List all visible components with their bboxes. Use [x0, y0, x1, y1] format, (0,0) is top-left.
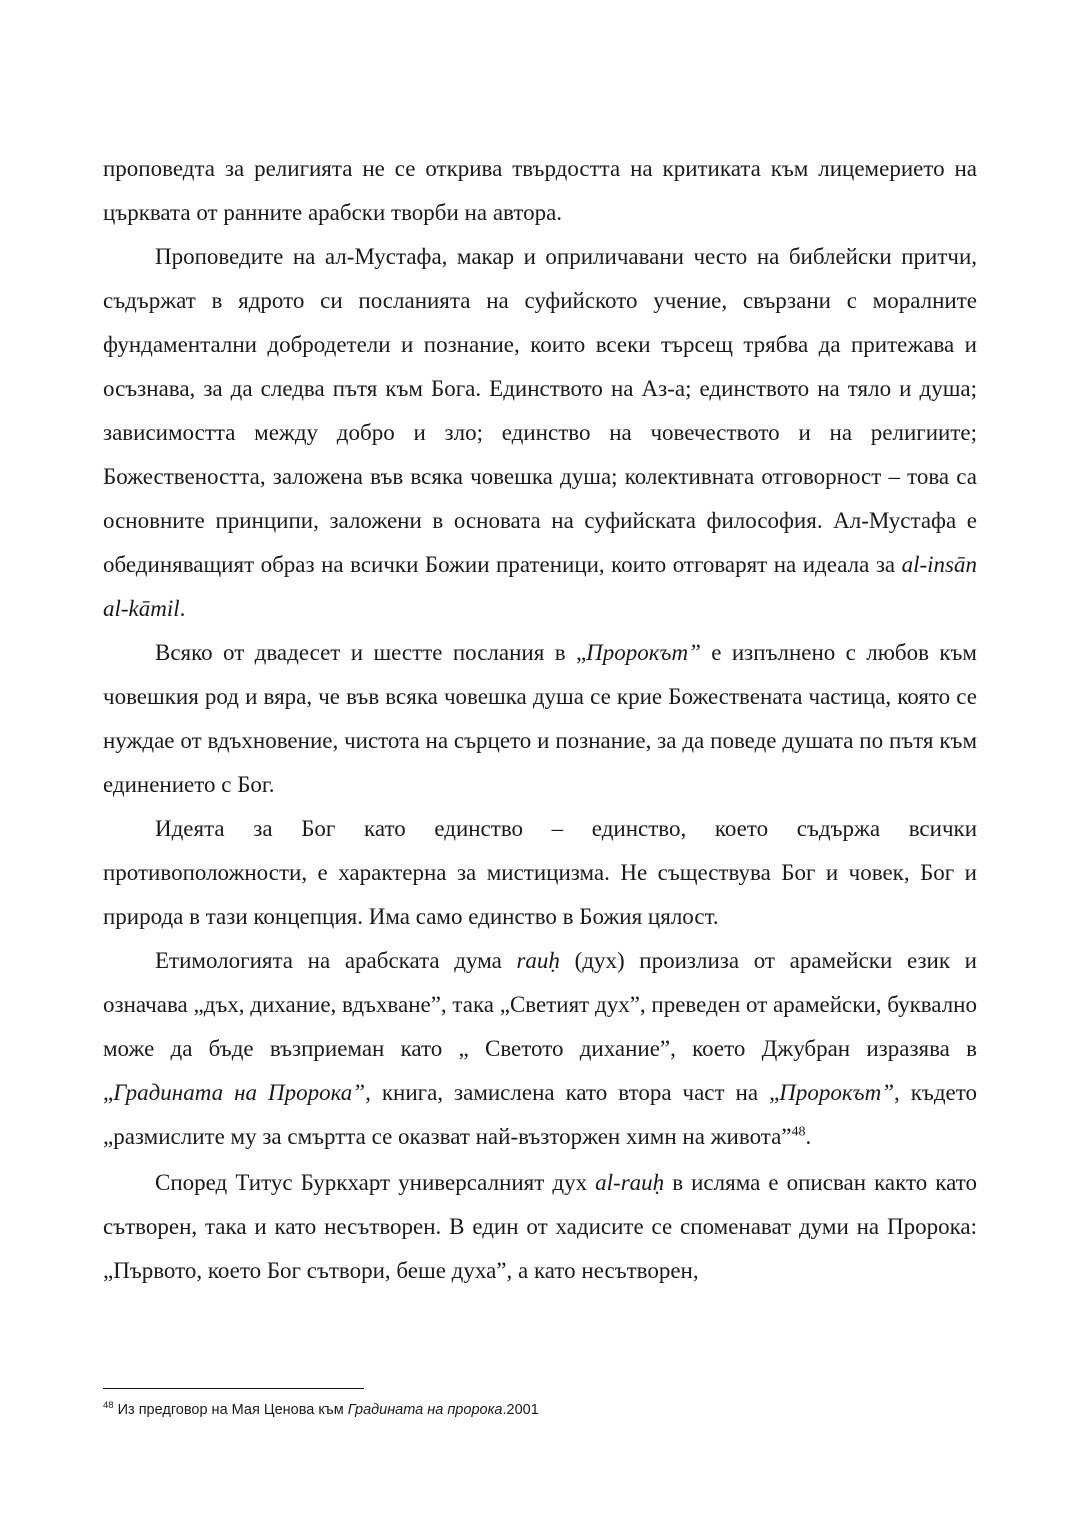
- footnote-separator: [103, 1388, 364, 1389]
- paragraph-6: Според Титус Буркхарт универсалният дух al-rauḥ в исляма е описван както като сътворен, така и като несътворен. В един от хадисите се споменават думи на Пророка: „Първото, което Бог сътвори, беше духа”, а като несътворен,: [103, 1170, 977, 1283]
- paragraph-1: проповедта за религията не се открива твърдостта на критиката към лицемерието на църквата от ранните арабски творби на автора.: [103, 156, 977, 225]
- footnote-book-title: Градината на пророка: [347, 1402, 503, 1418]
- body-text: [103, 147, 977, 1293]
- paragraph-2: Проповедите на ал-Мустафа, макар и оприличавани често на библейски притчи, съдържат в ядрото си посланията на суфийското учение, свързани с моралните фундаментални добродетели и познание, които всеки търсещ трябва да притежава и осъзнава, за да следва пътя към Бога. Единството на Аз-а; единството на тяло и душа; зависимостта между добро и зло; единство на човечеството и на религиите; Божествеността, заложена във всяка човешка душа; колективната отговорност – това са основните принципи, заложени в основата на суфийската философия. Ал-Мустафа е обединяващият образ на всички Божии пратеници, които отговарят на идеала за al-insān al-kāmil.: [103, 244, 977, 621]
- footnote-number: 48: [103, 1400, 114, 1412]
- paragraph-4: Идеята за Бог като единство – единство, което съдържа всички противоположности, е характерна за мистицизма. Не съществува Бог и човек, Бог и природа в тази концепция. Има само единство в Божия цялост.: [103, 816, 977, 929]
- term-al-rauh: al-rauḥ: [595, 1170, 665, 1195]
- footnote-reference[interactable]: 48: [791, 1124, 806, 1140]
- book-title-prorokat: Пророкът”: [586, 640, 701, 665]
- paragraph-3: Всяко от двадесет и шестте послания в „Пророкът” е изпълнено с любов към човешкия род и вяра, че във всяка човешка душа се крие Божествената частица, която се нуждае от вдъхновение, чистота на сърцето и познание, за да поведе душата по пътя към единението с Бог.: [103, 640, 977, 797]
- paragraph-5: Етимологията на арабската дума rauḥ (дух) произлиза от арамейски език и означава „дъх, дихание, вдъхване”, така „Светият дух”, преведен от арамейски, буквално може да бъде възприеман като „ Светото дихание”, което Джубран изразява в „Градината на Пророка”, книга, замислена като втора част на „Пророкът”, където „размислите му за смъртта се оказват най-възторжен химн на живота”$^{48}$.: [103, 948, 977, 1149]
- book-title-prorokat: Пророкът”: [779, 1080, 894, 1105]
- footnote: $^{48}$ Из предговор на Мая Ценова към Градината на пророка.2001: [103, 1400, 539, 1418]
- term-rauh: rauḥ: [516, 948, 560, 973]
- term-al-insan-al-kamil: al-insān al-kāmil: [103, 552, 977, 621]
- book-title-gradinata: Градината на Пророка”,: [113, 1080, 371, 1105]
